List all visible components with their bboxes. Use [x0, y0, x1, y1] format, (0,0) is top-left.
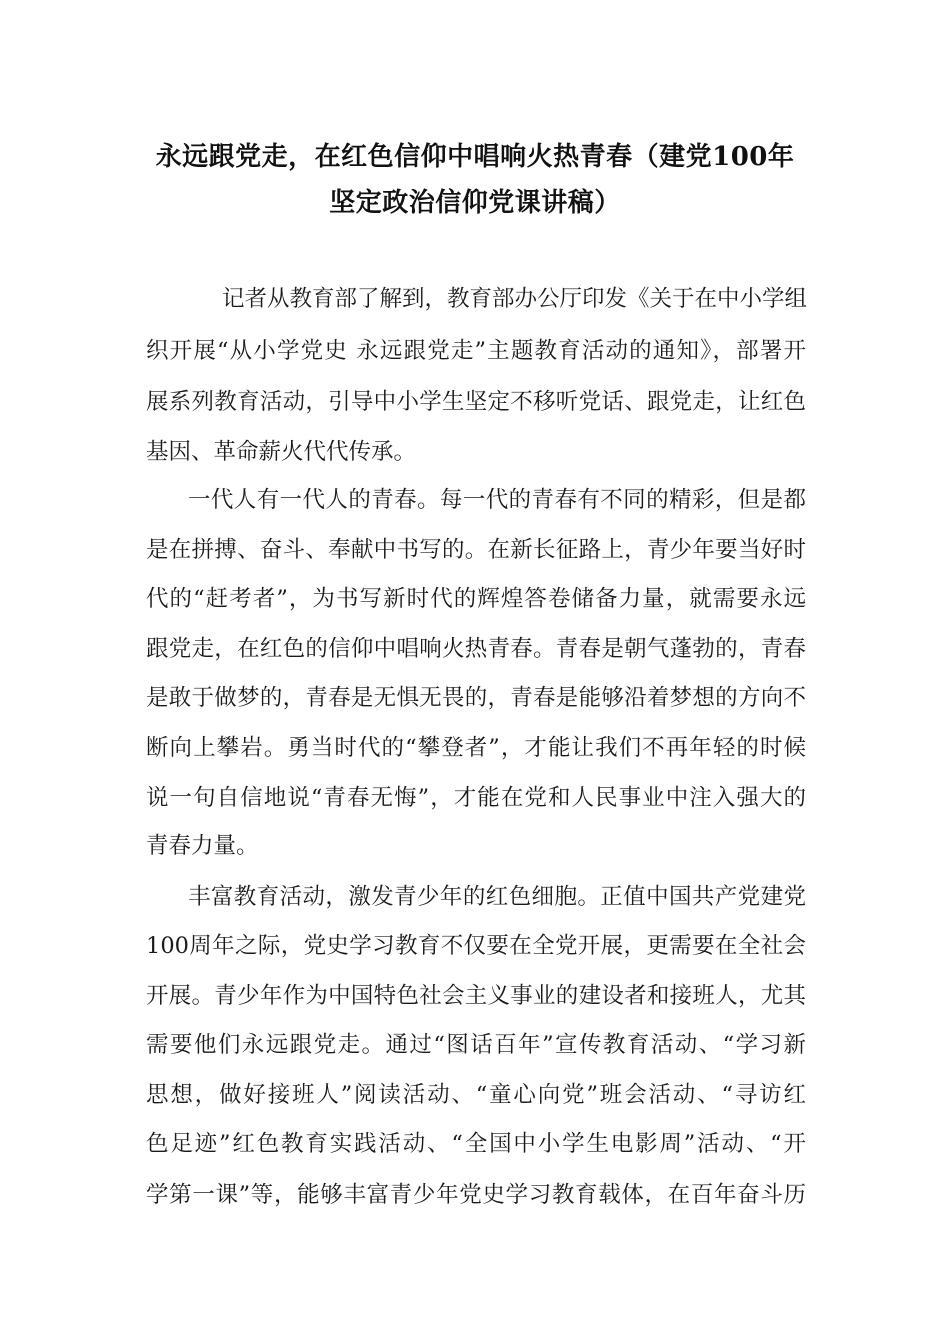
paragraph-3-line-4: 需要他们永远跟党走。通过“图话百年”宣传教育活动、“学习新 — [146, 1032, 806, 1058]
paragraph-3-line-6: 色足迹”红色教育实践活动、“全国中小学生电影周”活动、“开 — [146, 1131, 806, 1157]
paragraph-2-line-4: 跟党走，在红色的信仰中唱响火热青春。青春是朝气蓬勃的，青春 — [146, 636, 806, 662]
paragraph-1-line-1: 记者从教育部了解到，教育部办公厅印发《关于在中小学组 — [222, 286, 808, 312]
paragraph-2-line-8: 青春力量。 — [146, 833, 259, 859]
paragraph-3-line-2: 100周年之际，党史学习教育不仅要在全党开展，更需要在全社会 — [146, 933, 806, 959]
document-title-line-2: 坚定政治信仰党课讲稿） — [329, 188, 621, 218]
paragraph-3-line-1: 丰富教育活动，激发青少年的红色细胞。正值中国共产党建党 — [188, 884, 806, 910]
paragraph-2-line-5: 是敢于做梦的，青春是无惧无畏的，青春是能够沿着梦想的方向不 — [146, 685, 806, 711]
paragraph-2-line-6: 断向上攀岩。勇当时代的“攀登者”，才能让我们不再年轻的时候 — [146, 735, 806, 761]
paragraph-2-line-7: 说一句自信地说“青春无悔”，才能在党和人民事业中注入强大的 — [146, 785, 806, 811]
paragraph-1-line-3: 展系列教育活动，引导中小学生坚定不移听党话、跟党走，让红色 — [146, 389, 806, 415]
paragraph-1-line-2: 织开展“从小学党史 永远跟党走”主题教育活动的通知》，部署开 — [146, 338, 806, 364]
paragraph-1-line-4: 基因、革命薪火代代传承。 — [146, 439, 417, 465]
paragraph-3-line-3: 开展。青少年作为中国特色社会主义事业的建设者和接班人，尤其 — [146, 983, 806, 1009]
paragraph-2-line-2: 是在拼搏、奋斗、奉献中书写的。在新长征路上，青少年要当好时 — [146, 537, 806, 563]
paragraph-2-line-1: 一代人有一代人的青春。每一代的青春有不同的精彩，但是都 — [188, 487, 806, 513]
paragraph-3-line-7: 学第一课”等，能够丰富青少年党史学习教育载体，在百年奋斗历 — [146, 1182, 806, 1208]
paragraph-2-line-3: 代的“赶考者”，为书写新时代的辉煌答卷储备力量，就需要永远 — [146, 586, 806, 612]
document-title-line-1: 永远跟党走，在红色信仰中唱响火热青春（建党100年 — [155, 142, 795, 172]
paragraph-3-line-5: 思想，做好接班人”阅读活动、“童心向党”班会活动、“寻访红 — [146, 1082, 806, 1108]
